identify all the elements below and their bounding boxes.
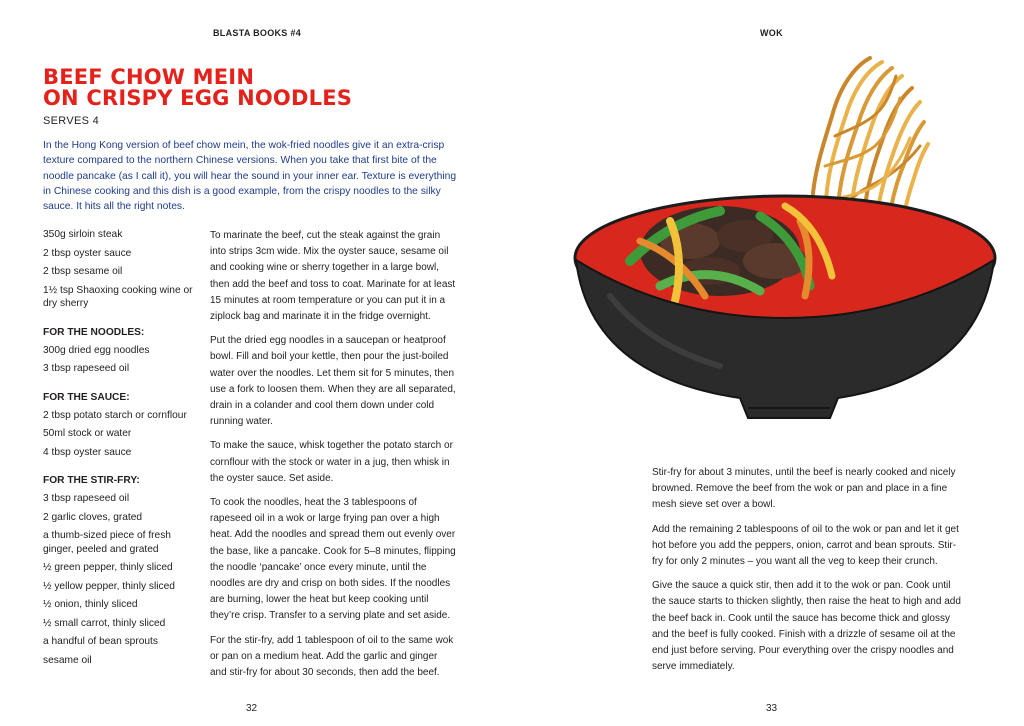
ingredient-item: 2 tbsp oyster sauce bbox=[43, 247, 132, 259]
ingredients-list bbox=[43, 228, 203, 672]
method-column-left bbox=[210, 228, 456, 689]
ingredient-item: ½ small carrot, thinly sliced bbox=[43, 617, 166, 629]
ingredient-item: ½ onion, thinly sliced bbox=[43, 599, 138, 610]
ingredient-item: 1½ tsp Shaoxing cooking wine or dry sherry bbox=[43, 284, 193, 309]
sauce-heading: FOR THE SAUCE: bbox=[43, 391, 130, 403]
page-number-right: 33 bbox=[766, 703, 778, 714]
method-paragraph: Add the remaining 2 tablespoons of oil to the wok or pan and let it get hot before you add the peppers, onion, carrot and bean sprouts. Stir-fry for only 2 minutes – you want all the veg to keep their crunch. bbox=[652, 523, 959, 568]
ingredient-item: 2 tbsp potato starch or cornflour bbox=[43, 409, 187, 421]
ingredient-item: 2 garlic cloves, grated bbox=[43, 511, 143, 523]
method-paragraph: Put the dried egg noodles in a saucepan or heatproof bowl. Fill and boil your kettle, then pour the just-boiled water over the noodles. Let them sit for 5 minutes, then use a fork to loosen them. When they are all separated, drain in a colander and cool them down under cold running water. bbox=[210, 335, 456, 428]
ingredient-item: a handful of bean sprouts bbox=[43, 636, 158, 647]
recipe-intro: In the Hong Kong version of beef chow mein, the wok-fried noodles give it an extra-crisp texture compared to the northern Chinese versions. When you take that first bite of the noodle pancake (as I call it), you will hear the sound in your inner ear. Texture is everything in Chinese cooking and this dish is a good example, from the crispy noodles to the silky sauce. It hits all the right notes. bbox=[43, 140, 457, 213]
recipe-title bbox=[43, 67, 352, 109]
noodle-bowl-icon bbox=[570, 46, 1012, 428]
method-paragraph: Stir-fry for about 3 minutes, until the beef is nearly cooked and nicely browned. Remove the beef from the wok or pan and place in a fine mesh sieve set over a bowl. bbox=[652, 467, 956, 511]
running-head-right: WOK bbox=[760, 28, 783, 38]
ingredient-item: 50ml stock or water bbox=[43, 428, 132, 439]
ingredient-item: sesame oil bbox=[43, 654, 92, 666]
ingredient-item: 3 tbsp rapeseed oil bbox=[43, 493, 130, 504]
noodles-heading: FOR THE NOODLES: bbox=[43, 326, 145, 338]
page-number-left: 32 bbox=[246, 703, 258, 714]
ingredient-item: ½ yellow pepper, thinly sliced bbox=[43, 580, 175, 592]
stirfry-heading: FOR THE STIR-FRY: bbox=[43, 475, 140, 486]
method-paragraph: To make the sauce, whisk together the potato starch or cornflour with the stock or water in a jug, then whisk in the oyster sauce. Set aside. bbox=[210, 440, 453, 484]
running-head-left: BLASTA BOOKS #4 bbox=[213, 28, 302, 38]
method-paragraph: Give the sauce a quick stir, then add it to the wok or pan. Cook until the sauce starts to thicken slightly, then raise the heat to high and add the beef back in. Cook until the sauce has become thick and glossy and the beef is fully cooked. Finish with a drizzle of sesame oil at the end just before serving. Pour everything over the crispy noodles and serve immediately. bbox=[652, 580, 961, 673]
ingredient-item: 350g sirloin steak bbox=[43, 229, 123, 240]
recipe-title-line-1: BEEF CHOW MEIN bbox=[43, 65, 255, 89]
serves-label: SERVES 4 bbox=[43, 115, 100, 127]
method-column-right bbox=[652, 465, 964, 683]
ingredient-item: 2 tbsp sesame oil bbox=[43, 266, 123, 277]
ingredient-item: 300g dried egg noodles bbox=[43, 344, 150, 356]
ingredient-item: 3 tbsp rapeseed oil bbox=[43, 363, 130, 374]
recipe-title-line-2: ON CRISPY EGG NOODLES bbox=[43, 86, 353, 110]
method-paragraph: For the stir-fry, add 1 tablespoon of oil to the same wok or pan on a medium heat. Add the garlic and ginger and stir-fry for about 30 seconds, then add the beef. bbox=[210, 634, 454, 679]
ingredient-item: ½ green pepper, thinly sliced bbox=[43, 562, 173, 573]
method-paragraph: To marinate the beef, cut the steak against the grain into strips 3cm wide. Mix the oyster sauce, sesame oil and cooking wine or sherry together in a large bowl, then add the beef and toss to coat. Marinate for at least 15 minutes at room temperature or you can put it in a ziplock bag and marinate it in the fridge overnight. bbox=[210, 230, 456, 323]
ingredient-item: 4 tbsp oyster sauce bbox=[43, 446, 132, 458]
ingredient-item: a thumb-sized piece of fresh ginger, peeled and grated bbox=[43, 530, 171, 555]
method-paragraph: To cook the noodles, heat the 3 tablespoons of rapeseed oil in a wok or large frying pan over a high heat. Add the noodles and spread them out evenly over the base, like a pancake. Cook for 5–8 minutes, flipping the noodle ‘pancake’ once every minute, until the noodles are dry and crisp on both sides. If the noodles are burning, lower the heat but keep cooking until they’re crisp. Transfer to a serving plate and set aside. bbox=[210, 497, 456, 622]
